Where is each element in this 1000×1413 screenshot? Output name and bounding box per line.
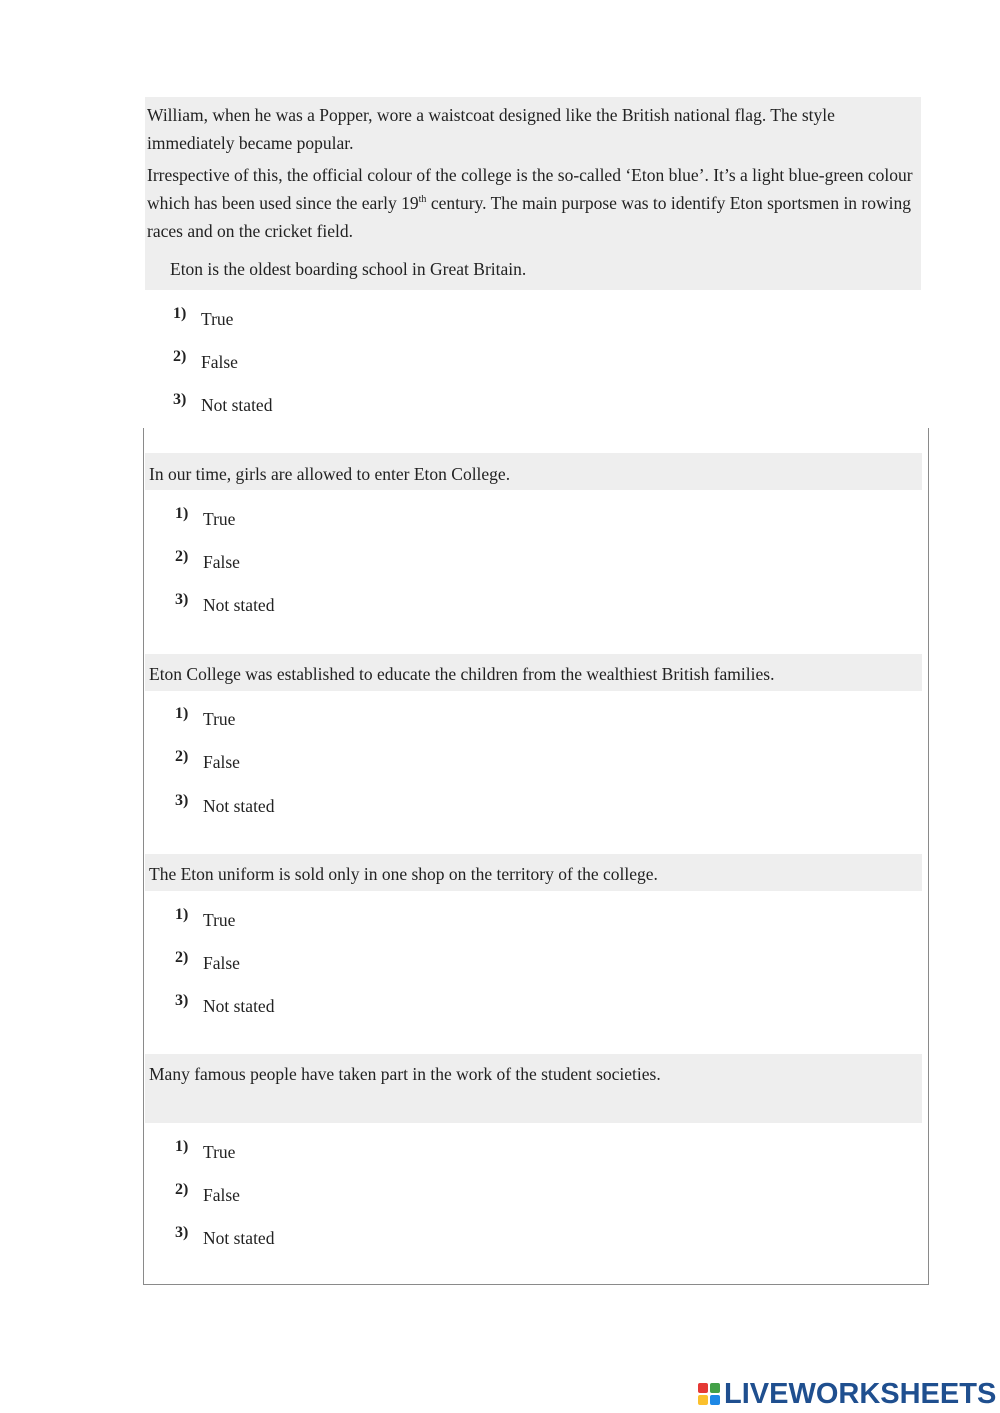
passage-paragraph-2: [147, 161, 917, 245]
option-number: 2): [175, 748, 189, 765]
option-label: False: [201, 352, 238, 372]
logo-square: [698, 1395, 708, 1405]
option-label: Not stated: [203, 996, 275, 1016]
option-label: True: [203, 509, 236, 529]
question-statement: Many famous people have taken part in the work of the student societies.: [149, 1064, 661, 1084]
option-label: False: [203, 752, 240, 772]
passage-paragraph-2-start: Irrespective of this, the official colour of the college is the so-called ‘Eton blue’. It’s a light blue-green colour which has been used since the early 19: [147, 165, 913, 213]
option-number: 1): [175, 1138, 189, 1155]
liveworksheets-logo[interactable]: [698, 1378, 996, 1410]
ordinal-suffix: th: [418, 194, 427, 206]
logo-square: [698, 1383, 708, 1393]
option-number: 1): [175, 505, 189, 522]
option-label: True: [203, 910, 236, 930]
logo-square: [710, 1383, 720, 1393]
option-label: False: [203, 1185, 240, 1205]
option-label: Not stated: [203, 1228, 275, 1248]
option-number: 2): [175, 548, 189, 565]
option-number: 3): [175, 992, 189, 1009]
option-label: Not stated: [203, 595, 275, 615]
option-label: Not stated: [203, 796, 275, 816]
logo-grid-icon: [698, 1383, 720, 1405]
question-statement: Eton is the oldest boarding school in Great Britain.: [170, 259, 527, 279]
option-number: 2): [173, 348, 187, 365]
option-number: 1): [175, 906, 189, 923]
option-number: 3): [173, 391, 187, 408]
option-label: False: [203, 552, 240, 572]
option-number: 3): [175, 1224, 189, 1241]
option-number: 3): [175, 591, 189, 608]
option-label: Not stated: [201, 395, 273, 415]
option-number: 1): [173, 305, 187, 322]
logo-text: LIVEWORKSHEETS: [724, 1377, 997, 1410]
passage-paragraph-1: William, when he was a Popper, wore a waistcoat designed like the British national flag. The style immediately became popular.: [147, 105, 835, 153]
question-statement: The Eton uniform is sold only in one shop on the territory of the college.: [149, 864, 658, 884]
option-number: 2): [175, 949, 189, 966]
option-label: True: [201, 309, 234, 329]
option-label: True: [203, 709, 236, 729]
question-statement: In our time, girls are allowed to enter Eton College.: [149, 464, 511, 484]
option-number: 2): [175, 1181, 189, 1198]
option-label: False: [203, 953, 240, 973]
question-statement: Eton College was established to educate the children from the wealthiest British families.: [149, 664, 775, 684]
option-number: 1): [175, 705, 189, 722]
option-label: True: [203, 1142, 236, 1162]
logo-square: [710, 1395, 720, 1405]
option-number: 3): [175, 792, 189, 809]
passage-paragraph-2-end: century. The main purpose was to identify Eton sportsmen in rowing races and on the cricket field.: [147, 193, 912, 241]
